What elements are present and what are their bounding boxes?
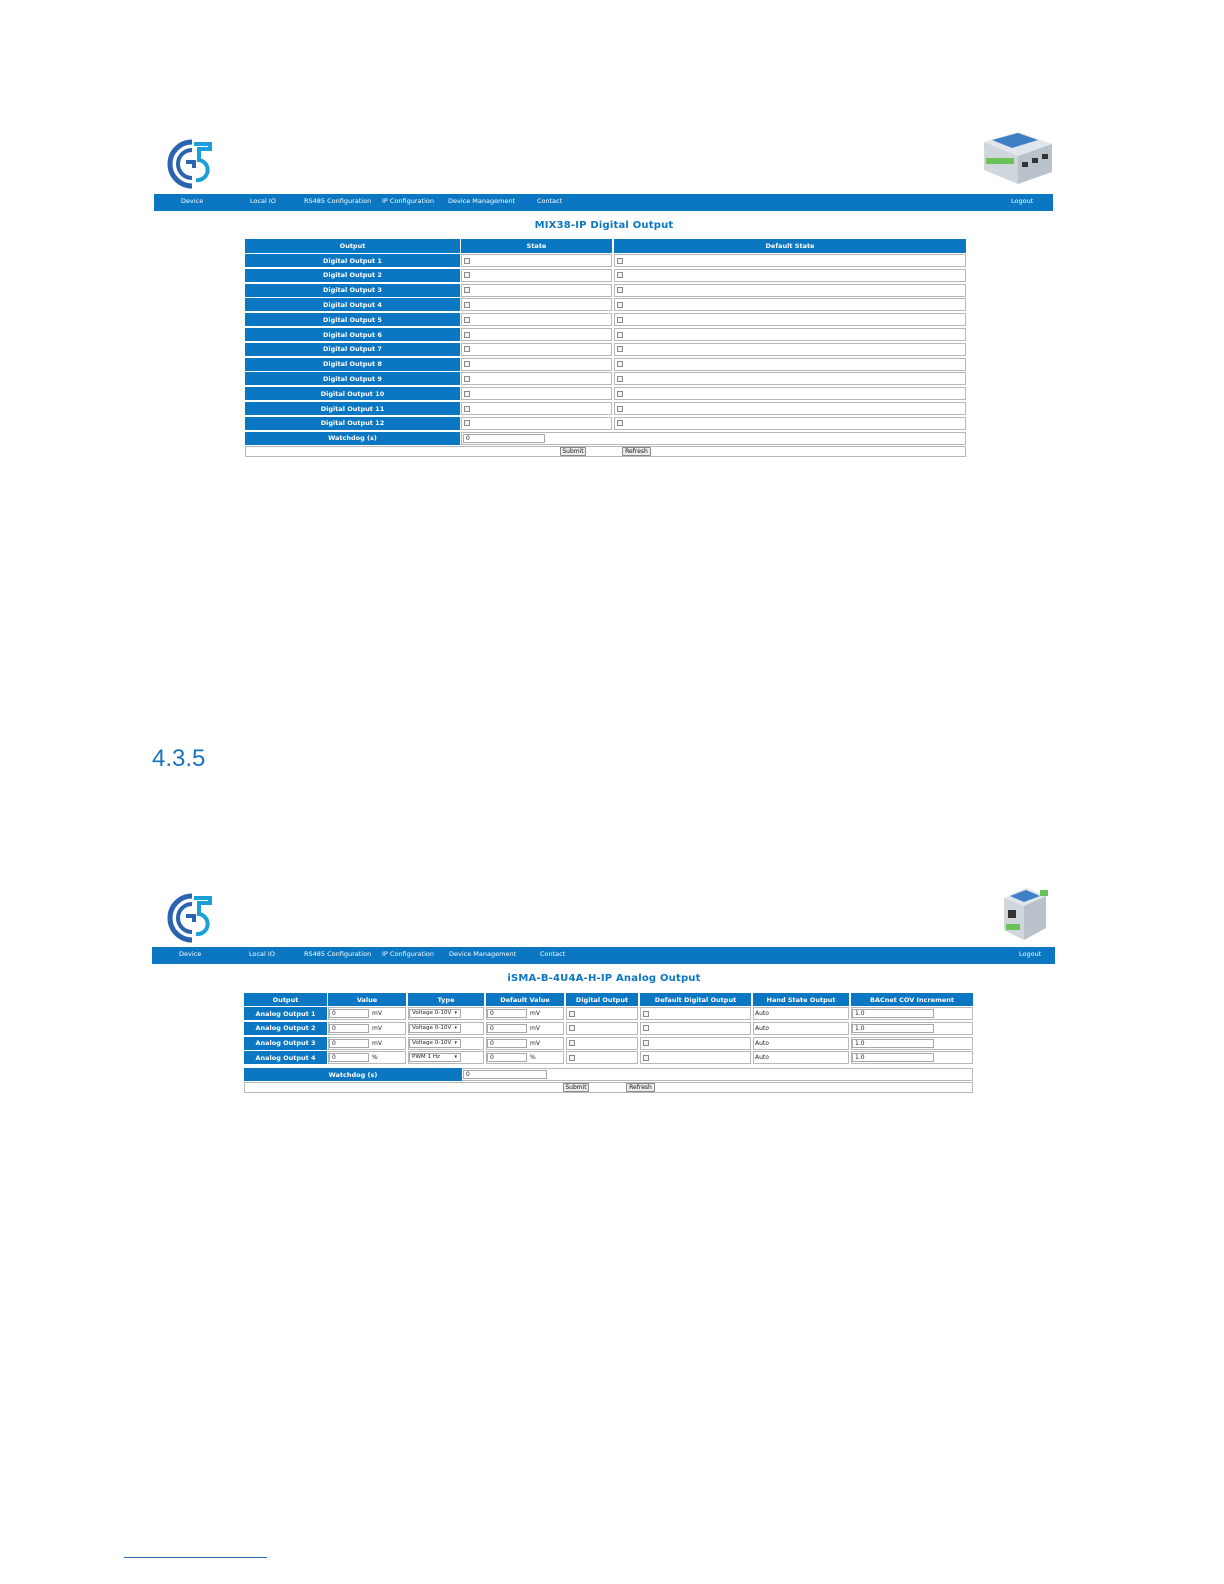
default-state-checkbox[interactable] <box>617 272 623 278</box>
value-input[interactable]: 0 <box>329 1009 369 1018</box>
default-state-checkbox[interactable] <box>617 287 623 293</box>
default-value-input[interactable]: 0 <box>487 1009 527 1018</box>
default-digital-output-checkbox[interactable] <box>643 1055 649 1061</box>
nav-contact[interactable]: Contact <box>537 197 563 205</box>
cov-increment-input[interactable]: 1.0 <box>852 1009 934 1018</box>
state-cell <box>461 358 612 371</box>
watchdog-label: Watchdog (s) <box>245 432 460 445</box>
state-checkbox[interactable] <box>464 258 470 264</box>
type-select[interactable] <box>409 1039 461 1048</box>
cov-increment-input[interactable]: 1.0 <box>852 1039 934 1048</box>
state-checkbox[interactable] <box>464 420 470 426</box>
row-label: Analog Output 4 <box>244 1051 327 1064</box>
hand-state-output: Auto <box>755 1054 769 1062</box>
refresh-button[interactable]: Refresh <box>626 1083 655 1092</box>
nav-local-io[interactable]: Local IO <box>249 950 275 958</box>
state-cell <box>461 313 612 326</box>
header-bacnet-cov-increment: BACnet COV Increment <box>851 993 973 1006</box>
button-row <box>245 446 966 457</box>
state-cell <box>461 284 612 297</box>
state-cell <box>461 343 612 356</box>
default-value-unit: mV <box>530 1024 540 1032</box>
default-value-input[interactable]: 0 <box>487 1039 527 1048</box>
default-value-input[interactable]: 0 <box>487 1024 527 1033</box>
default-state-cell <box>614 313 966 326</box>
controller-device-icon <box>978 128 1054 188</box>
row-label: Digital Output 4 <box>245 298 460 311</box>
value-unit: mV <box>372 1024 382 1032</box>
header-output: Output <box>245 239 460 253</box>
brand-logo-icon <box>166 138 218 190</box>
nav-device-management[interactable]: Device Management <box>449 950 517 958</box>
page-title: MIX38-IP Digital Output <box>534 220 674 231</box>
controller-device-icon <box>996 884 1054 944</box>
table-cell <box>566 1037 638 1050</box>
state-checkbox[interactable] <box>464 346 470 352</box>
watchdog-input[interactable]: 0 <box>463 434 545 443</box>
default-state-checkbox[interactable] <box>617 376 623 382</box>
default-state-checkbox[interactable] <box>617 361 623 367</box>
value-unit: mV <box>372 1010 382 1017</box>
header-output: Output <box>244 993 327 1006</box>
header-state: State <box>461 239 612 253</box>
header-default-digital-output: Default Digital Output <box>640 993 751 1006</box>
nav-device[interactable]: Device <box>179 950 202 958</box>
type-select[interactable] <box>409 1053 461 1062</box>
cov-increment-input[interactable]: 1.0 <box>852 1053 934 1062</box>
watchdog-label: Watchdog (s) <box>244 1068 462 1081</box>
default-state-cell <box>614 298 966 311</box>
row-label: Digital Output 1 <box>245 254 460 267</box>
refresh-button[interactable]: Refresh <box>622 447 651 456</box>
hand-state-output: Auto <box>755 1039 769 1047</box>
state-checkbox[interactable] <box>464 302 470 308</box>
type-select-value: Voltage 0-10V <box>412 1024 452 1031</box>
state-checkbox[interactable] <box>464 287 470 293</box>
button-row <box>244 1082 973 1093</box>
default-state-checkbox[interactable] <box>617 258 623 264</box>
header-value: Value <box>328 993 406 1006</box>
hand-state-output: Auto <box>755 1010 769 1017</box>
type-select-value: Voltage 0-10V <box>412 1010 452 1016</box>
page-title: iSMA-B-4U4A-H-IP Analog Output <box>507 973 701 984</box>
state-checkbox[interactable] <box>464 361 470 367</box>
nav-rs485-configuration[interactable]: RS485 Configuration <box>304 950 372 958</box>
state-checkbox[interactable] <box>464 406 470 412</box>
nav-ip-configuration[interactable]: IP Configuration <box>382 950 434 958</box>
default-state-cell <box>614 328 966 341</box>
digital-output-checkbox[interactable] <box>569 1040 575 1046</box>
row-label: Digital Output 11 <box>245 402 460 415</box>
state-cell <box>461 387 612 400</box>
header-digital-output: Digital Output <box>566 993 638 1006</box>
submit-button[interactable]: Submit <box>560 447 586 456</box>
default-state-cell <box>614 284 966 297</box>
header-hand-state-output: Hand State Output <box>753 993 849 1006</box>
state-checkbox[interactable] <box>464 317 470 323</box>
hand-state-output: Auto <box>755 1024 769 1032</box>
device-image-1 <box>978 128 1054 188</box>
default-state-checkbox[interactable] <box>617 302 623 308</box>
nav-ip-configuration[interactable]: IP Configuration <box>382 197 434 205</box>
row-label: Digital Output 10 <box>245 387 460 400</box>
default-digital-output-checkbox[interactable] <box>643 1040 649 1046</box>
default-state-checkbox[interactable] <box>617 420 623 426</box>
state-cell <box>461 254 612 267</box>
state-cell <box>461 328 612 341</box>
default-state-cell <box>614 387 966 400</box>
digital-output-checkbox[interactable] <box>569 1025 575 1031</box>
type-select-value: PWM 1 Hz <box>412 1054 440 1061</box>
table-cell <box>640 1037 751 1050</box>
state-cell <box>461 298 612 311</box>
chevron-down-icon: ▾ <box>454 1024 457 1031</box>
row-label: Digital Output 7 <box>245 343 460 356</box>
nav-logout[interactable]: Logout <box>1019 950 1042 958</box>
default-state-cell <box>614 372 966 385</box>
table-cell <box>640 1022 751 1035</box>
row-label: Digital Output 2 <box>245 269 460 282</box>
logo-1 <box>166 138 218 190</box>
footnote-separator <box>124 1557 267 1558</box>
brand-logo-icon <box>166 892 218 944</box>
default-state-checkbox[interactable] <box>617 346 623 352</box>
header-default-state: Default State <box>614 239 966 253</box>
digital-output-checkbox[interactable] <box>569 1011 575 1017</box>
default-value-input[interactable]: 0 <box>487 1053 527 1062</box>
top-nav-bar <box>154 194 1053 211</box>
default-state-cell <box>614 254 966 267</box>
value-unit: mV <box>372 1039 382 1047</box>
cov-increment-input[interactable]: 1.0 <box>852 1024 934 1033</box>
logo-2 <box>166 892 218 944</box>
value-input[interactable]: 0 <box>329 1039 369 1048</box>
state-cell <box>461 402 612 415</box>
header-default-value: Default Value <box>486 993 564 1006</box>
type-select[interactable] <box>409 1024 461 1033</box>
row-label: Digital Output 12 <box>245 417 460 430</box>
state-cell <box>461 372 612 385</box>
default-state-cell <box>614 402 966 415</box>
default-state-cell <box>614 343 966 356</box>
nav-contact[interactable]: Contact <box>540 950 566 958</box>
section-number: 4.3.5 <box>152 745 206 772</box>
table-cell <box>566 1051 638 1064</box>
default-value-unit: mV <box>530 1010 540 1017</box>
header-type: Type <box>408 993 484 1006</box>
row-label: Analog Output 3 <box>244 1037 327 1050</box>
value-input[interactable]: 0 <box>329 1024 369 1033</box>
state-cell <box>461 417 612 430</box>
nav-logout[interactable]: Logout <box>1011 197 1034 205</box>
default-state-checkbox[interactable] <box>617 317 623 323</box>
default-value-unit: % <box>530 1054 536 1062</box>
chevron-down-icon: ▾ <box>454 1010 457 1016</box>
digital-output-checkbox[interactable] <box>569 1055 575 1061</box>
value-unit: % <box>372 1054 378 1062</box>
table-cell <box>566 1007 638 1020</box>
default-state-cell <box>614 417 966 430</box>
device-image-2 <box>996 884 1054 944</box>
row-label: Digital Output 6 <box>245 328 460 341</box>
table-cell <box>640 1007 751 1020</box>
table-cell <box>566 1022 638 1035</box>
type-select-value: Voltage 0-10V <box>412 1039 452 1046</box>
chevron-down-icon: ▾ <box>454 1039 457 1046</box>
nav-rs485-configuration[interactable]: RS485 Configuration <box>304 197 372 205</box>
default-digital-output-checkbox[interactable] <box>643 1025 649 1031</box>
default-state-checkbox[interactable] <box>617 332 623 338</box>
state-checkbox[interactable] <box>464 272 470 278</box>
row-label: Analog Output 1 <box>244 1007 327 1020</box>
watchdog-input[interactable]: 0 <box>463 1070 547 1079</box>
chevron-down-icon: ▾ <box>454 1054 457 1061</box>
state-checkbox[interactable] <box>464 332 470 338</box>
value-input[interactable]: 0 <box>329 1053 369 1062</box>
default-value-unit: mV <box>530 1039 540 1047</box>
default-state-checkbox[interactable] <box>617 391 623 397</box>
row-label: Digital Output 8 <box>245 358 460 371</box>
nav-device[interactable]: Device <box>181 197 204 205</box>
row-label: Analog Output 2 <box>244 1022 327 1035</box>
state-checkbox[interactable] <box>464 376 470 382</box>
nav-local-io[interactable]: Local IO <box>250 197 276 205</box>
default-digital-output-checkbox[interactable] <box>643 1011 649 1017</box>
table-cell <box>640 1051 751 1064</box>
state-cell <box>461 269 612 282</box>
row-label: Digital Output 5 <box>245 313 460 326</box>
state-checkbox[interactable] <box>464 391 470 397</box>
type-select[interactable] <box>409 1009 461 1018</box>
nav-device-management[interactable]: Device Management <box>448 197 516 205</box>
default-state-checkbox[interactable] <box>617 406 623 412</box>
row-label: Digital Output 9 <box>245 372 460 385</box>
default-state-cell <box>614 269 966 282</box>
submit-button[interactable]: Submit <box>563 1083 589 1092</box>
row-label: Digital Output 3 <box>245 284 460 297</box>
default-state-cell <box>614 358 966 371</box>
top-nav-bar <box>152 947 1055 964</box>
